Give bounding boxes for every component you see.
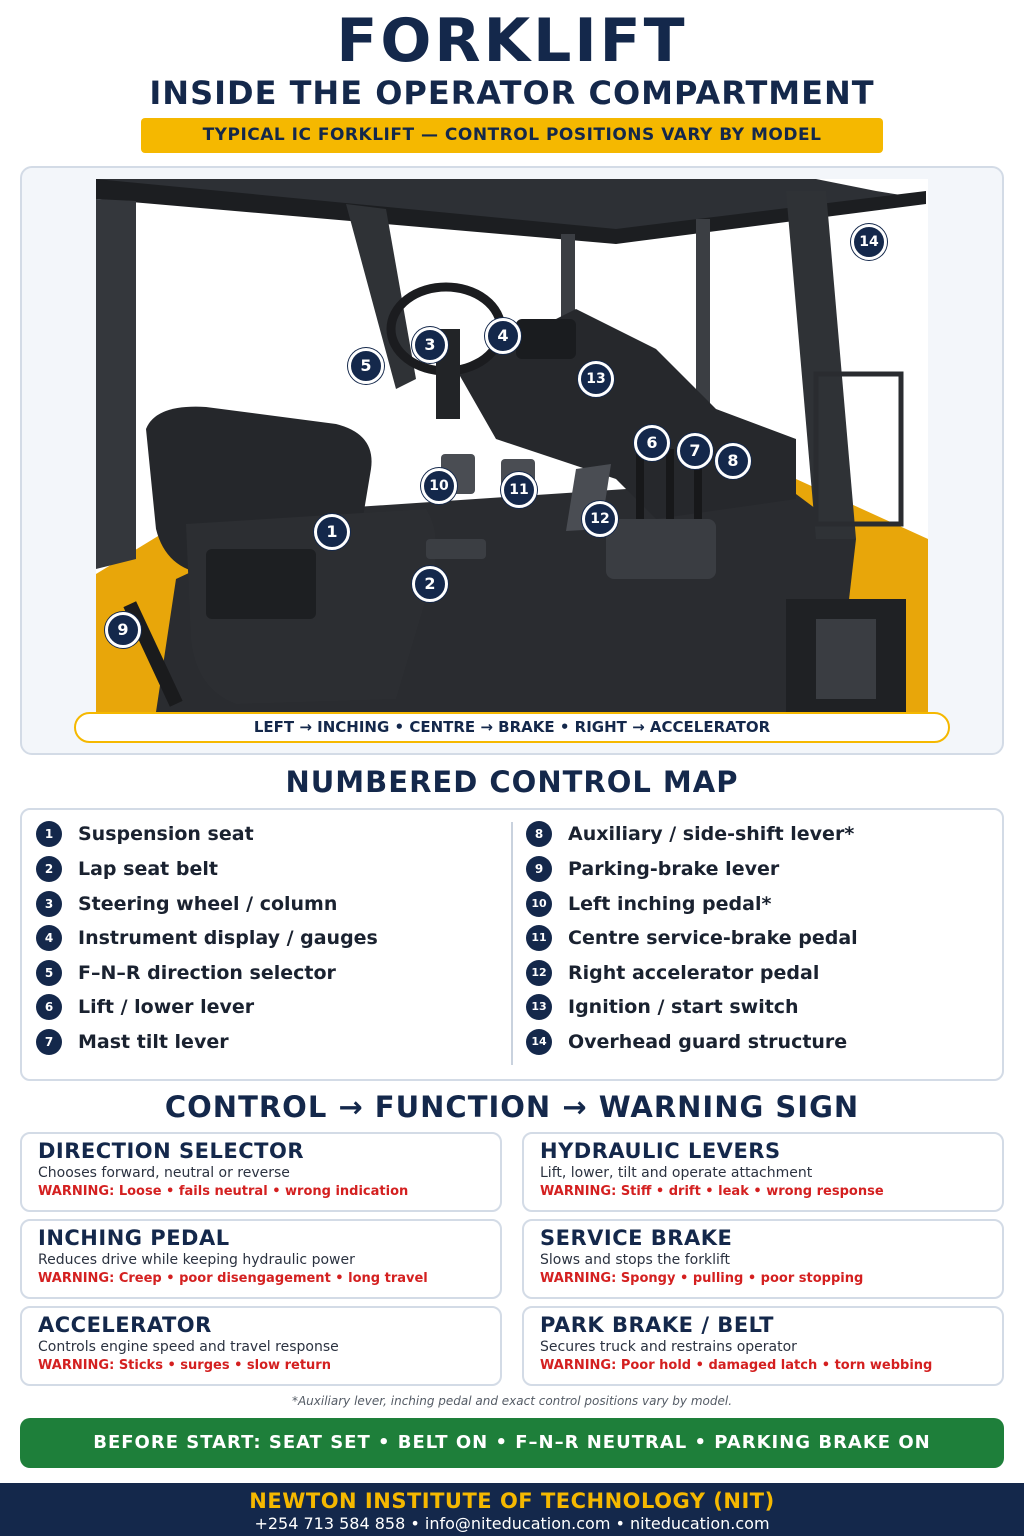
model-variance-banner: TYPICAL IC FORKLIFT — CONTROL POSITIONS VARY BY MODEL — [141, 118, 883, 153]
item-label: Auxiliary / side-shift lever* — [568, 823, 855, 845]
before-start-bar: BEFORE START: SEAT SET • BELT ON • F–N–R NEUTRAL • PARKING BRAKE ON — [20, 1418, 1004, 1468]
item-number: 12 — [526, 960, 552, 986]
item-label: Steering wheel / column — [78, 893, 338, 915]
control-map-item — [526, 1027, 847, 1057]
card-warning: WARNING: Loose • fails neutral • wrong indication — [38, 1184, 409, 1199]
marker-10: 10 — [421, 468, 457, 504]
card-warning: WARNING: Creep • poor disengagement • long travel — [38, 1271, 428, 1286]
card-title: SERVICE BRAKE — [540, 1226, 733, 1250]
item-number: 2 — [36, 856, 62, 882]
pedal-layout-strip: LEFT → INCHING • CENTRE → BRAKE • RIGHT → ACCELERATOR — [74, 712, 950, 743]
function-card-accelerator — [20, 1306, 502, 1386]
function-card-service-brake — [522, 1219, 1004, 1299]
item-label: Right accelerator pedal — [568, 962, 820, 984]
card-title: ACCELERATOR — [38, 1313, 212, 1337]
card-description: Controls engine speed and travel response — [38, 1339, 339, 1355]
card-description: Chooses forward, neutral or reverse — [38, 1165, 290, 1181]
page-title: FORKLIFT — [336, 6, 688, 76]
marker-8: 8 — [715, 443, 751, 479]
control-map-item — [36, 992, 254, 1022]
function-card-direction-selector — [20, 1132, 502, 1212]
control-map-item — [526, 958, 819, 988]
footnote: *Auxiliary lever, inching pedal and exact control positions vary by model. — [291, 1394, 733, 1408]
forklift-illustration — [96, 179, 928, 712]
control-map-item — [36, 819, 254, 849]
card-title: INCHING PEDAL — [38, 1226, 230, 1250]
item-label: Instrument display / gauges — [78, 927, 378, 949]
marker-5: 5 — [348, 348, 384, 384]
function-card-hydraulic-levers — [522, 1132, 1004, 1212]
item-label: Parking-brake lever — [568, 858, 780, 880]
operator-compartment-photo — [96, 179, 928, 712]
function-card-park-brake-belt — [522, 1306, 1004, 1386]
control-map-item — [36, 958, 336, 988]
item-number: 13 — [526, 994, 552, 1020]
marker-3: 3 — [412, 327, 448, 363]
marker-4: 4 — [485, 318, 521, 354]
marker-1: 1 — [314, 514, 350, 550]
item-label: Overhead guard structure — [568, 1031, 848, 1053]
card-warning: WARNING: Stiff • drift • leak • wrong response — [540, 1184, 884, 1199]
card-description: Reduces drive while keeping hydraulic power — [38, 1252, 355, 1268]
item-number: 14 — [526, 1029, 552, 1055]
item-label: Centre service-brake pedal — [568, 927, 858, 949]
marker-13: 13 — [578, 361, 614, 397]
marker-14: 14 — [851, 224, 887, 260]
control-map-item — [526, 854, 779, 884]
item-label: Ignition / start switch — [568, 996, 799, 1018]
card-description: Slows and stops the forklift — [540, 1252, 731, 1268]
item-number: 11 — [526, 925, 552, 951]
item-label: Mast tilt lever — [78, 1031, 229, 1053]
item-number: 1 — [36, 821, 62, 847]
card-description: Secures truck and restrains operator — [540, 1339, 797, 1355]
card-description: Lift, lower, tilt and operate attachment — [540, 1165, 813, 1181]
control-map-item — [36, 854, 218, 884]
marker-6: 6 — [634, 425, 670, 461]
item-label: Lap seat belt — [78, 858, 218, 880]
card-warning: WARNING: Poor hold • damaged latch • torn webbing — [540, 1358, 933, 1373]
marker-12: 12 — [582, 501, 618, 537]
control-map-item — [36, 1027, 229, 1057]
control-map-item — [36, 889, 337, 919]
item-number: 9 — [526, 856, 552, 882]
marker-9: 9 — [105, 612, 141, 648]
control-map-item — [526, 889, 771, 919]
function-heading: CONTROL → FUNCTION → WARNING SIGN — [164, 1090, 860, 1124]
function-card-inching-pedal — [20, 1219, 502, 1299]
card-warning: WARNING: Sticks • surges • slow return — [38, 1358, 331, 1373]
item-number: 6 — [36, 994, 62, 1020]
card-title: HYDRAULIC LEVERS — [540, 1139, 781, 1163]
control-map-item — [526, 992, 799, 1022]
page-subtitle: INSIDE THE OPERATOR COMPARTMENT — [149, 74, 875, 112]
marker-2: 2 — [412, 566, 448, 602]
footer-organization: NEWTON INSTITUTE OF TECHNOLOGY (NIT) — [249, 1489, 775, 1513]
item-number: 10 — [526, 891, 552, 917]
control-map-divider — [511, 822, 513, 1065]
card-title: PARK BRAKE / BELT — [540, 1313, 774, 1337]
marker-7: 7 — [677, 433, 713, 469]
item-label: Suspension seat — [78, 823, 254, 845]
item-number: 5 — [36, 960, 62, 986]
item-number: 3 — [36, 891, 62, 917]
item-label: F–N–R direction selector — [78, 962, 336, 984]
footer-contact: +254 713 584 858 • info@niteducation.com • niteducation.com — [254, 1514, 770, 1533]
card-title: DIRECTION SELECTOR — [38, 1139, 305, 1163]
item-number: 4 — [36, 925, 62, 951]
control-map-item — [526, 819, 854, 849]
control-map-item — [526, 923, 858, 953]
item-label: Lift / lower lever — [78, 996, 255, 1018]
marker-11: 11 — [501, 472, 537, 508]
control-map-item — [36, 923, 378, 953]
control-map-heading: NUMBERED CONTROL MAP — [285, 765, 739, 799]
item-number: 7 — [36, 1029, 62, 1055]
item-number: 8 — [526, 821, 552, 847]
item-label: Left inching pedal* — [568, 893, 772, 915]
card-warning: WARNING: Spongy • pulling • poor stopping — [540, 1271, 864, 1286]
